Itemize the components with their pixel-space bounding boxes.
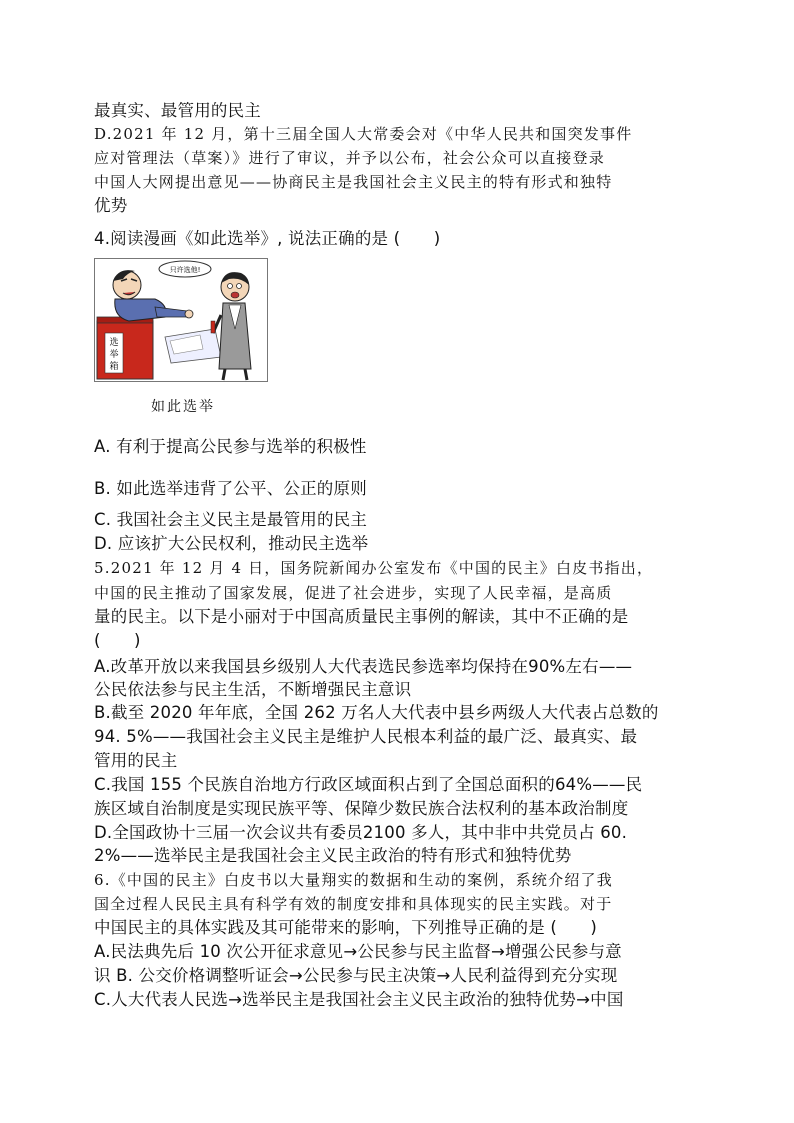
option-a: A.改革开放以来我国县乡级别人大代表选民参选率均保持在90%左右—— (94, 657, 633, 676)
option-b: B.截至 2020 年年底，全国 262 万名人大代表中县乡两级人大代表占总数的 (94, 703, 659, 722)
question-4-stem: 4.阅读漫画《如此选举》, 说法正确的是 ( ) (94, 229, 441, 248)
cartoon-illustration (94, 258, 268, 382)
text-line: 优势 (94, 196, 128, 215)
option-c: C.我国 155 个民族自治地方行政区域面积占到了全国总面积的64%——民 (94, 775, 643, 794)
box-label-char: 举 (109, 350, 119, 360)
option-c: C. 我国社会主义民主是最管用的民主 (94, 510, 368, 529)
option-b: B. 如此选举违背了公平、公正的原则 (94, 479, 367, 498)
option-d: D. 应该扩大公民权利，推动民主选举 (94, 534, 369, 553)
text-line: 族区域自治制度是实现民族平等、保障少数民族合法权利的基本政治制度 (94, 799, 629, 818)
text-line: 应对管理法（草案）》进行了审议，并予以公布，社会公众可以直接登录 (94, 149, 605, 167)
option-d-line: D.2021 年 12 月，第十三届全国人大常委会对《中华人民共和国突发事件 (94, 125, 633, 143)
official-figure (113, 270, 193, 321)
answer-blank: ( ) (94, 631, 141, 650)
voter-figure (211, 272, 251, 380)
option-a: A.民法典先后 10 次公开征求意见→公民参与民主监督→增强公民参与意 (94, 942, 622, 961)
question-5-stem: 5.2021 年 12 月 4 日，国务院新闻办公室发布《中国的民主》白皮书指出， (94, 559, 654, 577)
text-line: 国全过程人民民主具有科学有效的制度安排和具体现实的民主实践。对于 (94, 895, 613, 913)
text-line: 中国的民主推动了国家发展，促进了社会进步，实现了人民幸福，是高质 (94, 584, 613, 602)
text-line: 量的民主。以下是小丽对于中国高质量民主事例的解读，其中不正确的是 (94, 607, 629, 626)
box-label-char: 选 (109, 338, 119, 348)
cartoon-drawing (95, 259, 267, 381)
text-line: 中国民主的具体实践及其可能带来的影响，下列推导正确的是 ( ) (94, 918, 598, 937)
text-line: 94. 5%——我国社会主义民主是维护人民根本利益的最广泛、最真实、最 (94, 727, 638, 746)
text-line: 最真实、最管用的民主 (94, 101, 261, 120)
option-b: 识 B. 公交价格调整听证会→公民参与民主决策→人民利益得到充分实现 (94, 966, 618, 985)
option-d: D.全国政协十三届一次会议共有委员2100 多人，其中非中共党员占 60. (94, 823, 628, 842)
text-line: 2%——选举民主是我国社会主义民主政治的特有形式和独特优势 (94, 846, 572, 865)
text-line: 管用的民主 (94, 751, 178, 770)
text-line: 公民依法参与民主生活，不断增强民主意识 (94, 680, 412, 699)
box-label-char: 箱 (109, 362, 119, 372)
bubble-text: 只许选他! (169, 266, 201, 274)
option-c: C.人大代表人民选→选举民主是我国社会主义民主政治的独特优势→中国 (94, 990, 624, 1009)
cartoon-caption: 如此选举 (151, 399, 215, 415)
option-a: A. 有利于提高公民参与选举的积极性 (94, 437, 367, 456)
text-line: 中国人大网提出意见——协商民主是我国社会主义民主的特有形式和独特 (94, 173, 613, 191)
question-6-stem: 6.《中国的民主》白皮书以大量翔实的数据和生动的案例，系统介绍了我 (94, 871, 613, 889)
